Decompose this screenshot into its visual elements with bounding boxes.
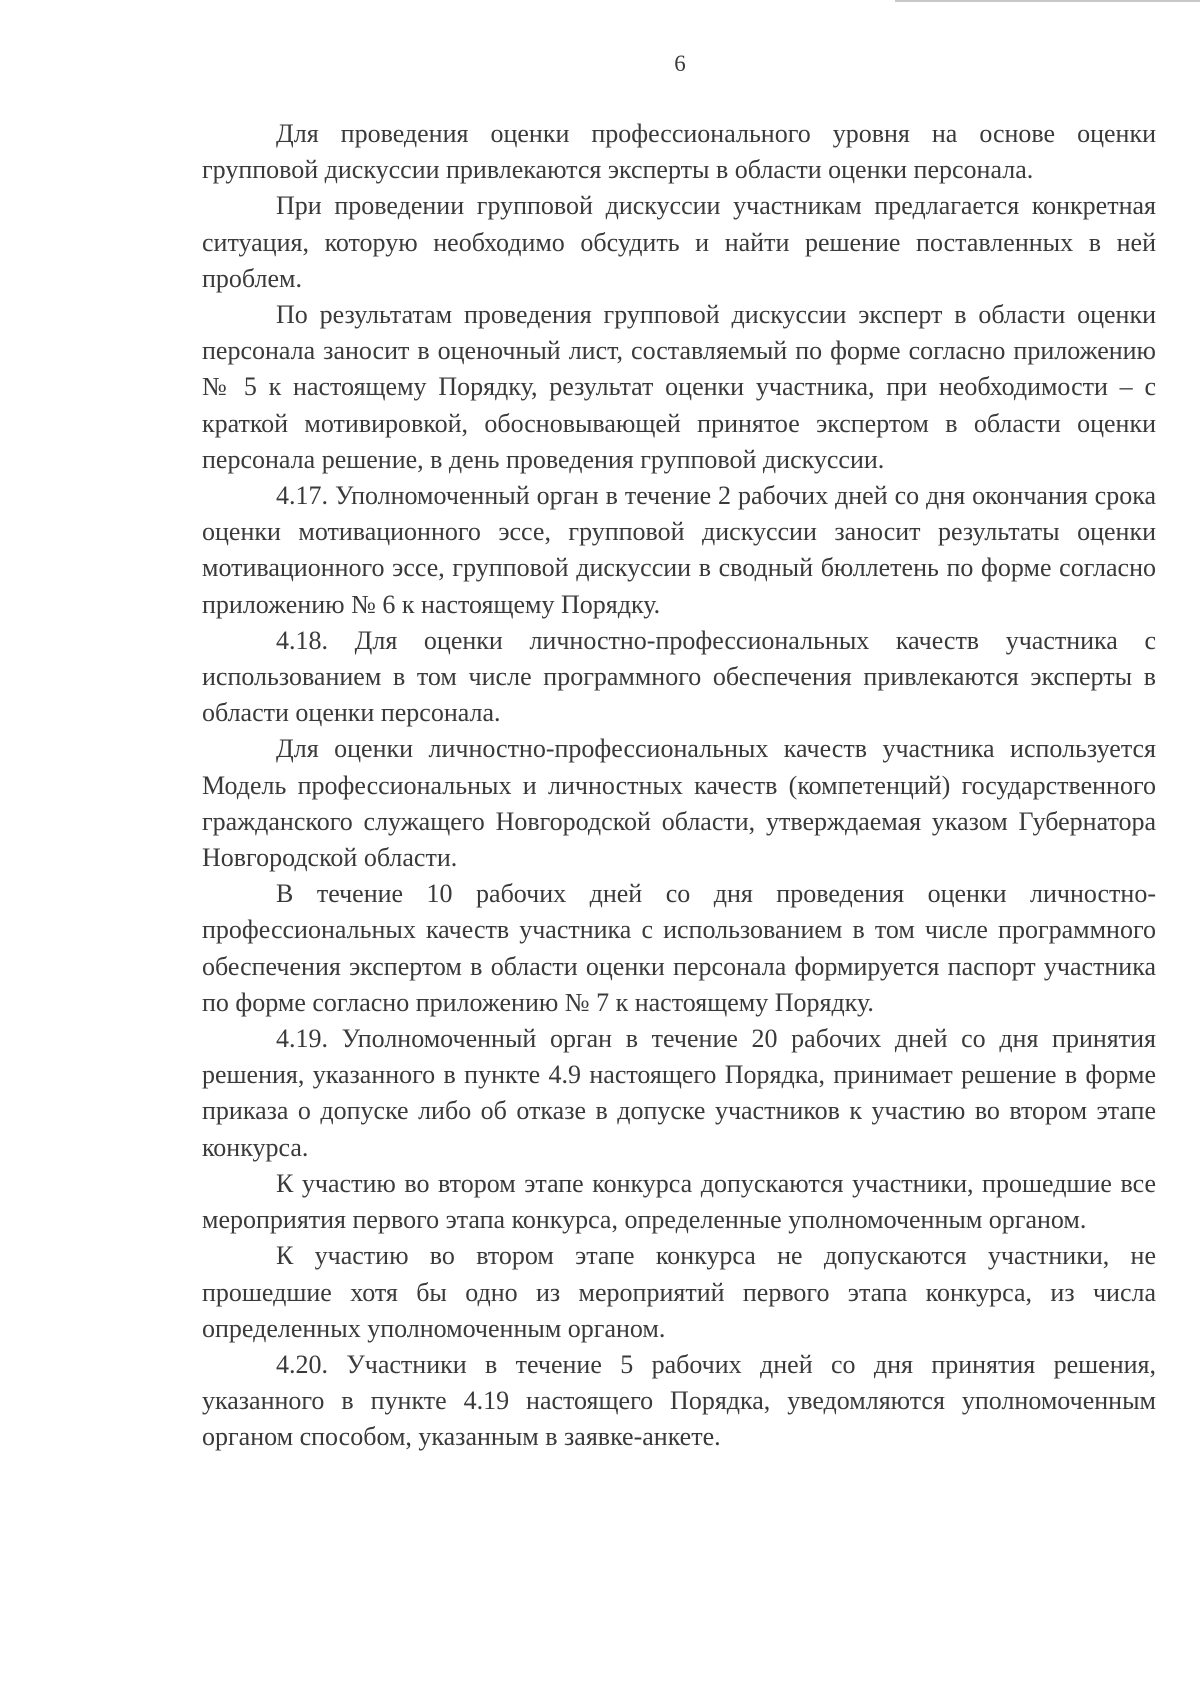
paragraph-4-18: 4.18. Для оценки личностно-профессиональных качеств участника с использованием в том числе программного обеспечения привлекаются эксперты в области оценки персонала. bbox=[202, 625, 1156, 728]
paragraph-group-discussion-experts: Для проведения оценки профессионального уровня на основе оценки групповой дискуссии привлекаются эксперты в области оценки персонала. bbox=[202, 119, 1156, 185]
page-number: 6 bbox=[674, 51, 686, 76]
paragraph-4-20: 4.20. Участники в течение 5 рабочих дней со дня принятия решения, указанного в пункте 4.19 настоящего Порядка, уведомляются уполномоченным органом способом, указанным в заявке-анкете. bbox=[202, 1349, 1156, 1452]
paragraph-competency-model: Для оценки личностно-профессиональных качеств участника используется Модель профессиональных и личностных качеств (компетенций) государственного гражданского служащего Новгородской области, утверждаемая указом Губернатора Новгородской области. bbox=[202, 734, 1156, 873]
scan-edge-line bbox=[895, 0, 1200, 2]
paragraph-participant-passport: В течение 10 рабочих дней со дня проведения оценки личностно-профессиональных качеств участника с использованием в том числе программного обеспечения экспертом в области оценки персонала формируется паспорт участника по форме согласно приложению № 7 к настоящему Порядку. bbox=[202, 879, 1156, 1017]
paragraph-not-admitted-participants: К участию во втором этапе конкурса не допускаются участники, не прошедшие хотя бы одно из мероприятий первого этапа конкурса, из числа определенных уполномоченным органом. bbox=[202, 1241, 1156, 1343]
paragraph-group-discussion-situation: При проведении групповой дискуссии участникам предлагается конкретная ситуация, которую необходимо обсудить и найти решение поставленных в ней проблем. bbox=[202, 191, 1156, 293]
paragraph-4-17: 4.17. Уполномоченный орган в течение 2 рабочих дней со дня окончания срока оценки мотивационного эссе, групповой дискуссии заносит результаты оценки мотивационного эссе, групповой дискуссии в сводный бюллетень по форме согласно приложению № 6 к настоящему Порядку. bbox=[202, 481, 1156, 619]
paragraph-group-discussion-results: По результатам проведения групповой дискуссии эксперт в области оценки персонала заносит в оценочный лист, составляемый по форме согласно приложению № 5 к настоящему Порядку, результат оценки участника, при необходимости – с краткой мотивировкой, обосновывающей принятое экспертом в области оценки персонала решение, в день проведения групповой дискуссии. bbox=[202, 300, 1156, 474]
paragraph-admitted-participants: К участию во втором этапе конкурса допускаются участники, прошедшие все мероприятия первого этапа конкурса, определенные уполномоченным органом. bbox=[202, 1168, 1156, 1235]
paragraph-4-19: 4.19. Уполномоченный орган в течение 20 рабочих дней со дня принятия решения, указанного в пункте 4.9 настоящего Порядка, принимает решение в форме приказа о допуске либо об отказе в допуске участников к участию во втором этапе конкурса. bbox=[202, 1024, 1156, 1162]
document-body bbox=[202, 116, 1156, 1456]
